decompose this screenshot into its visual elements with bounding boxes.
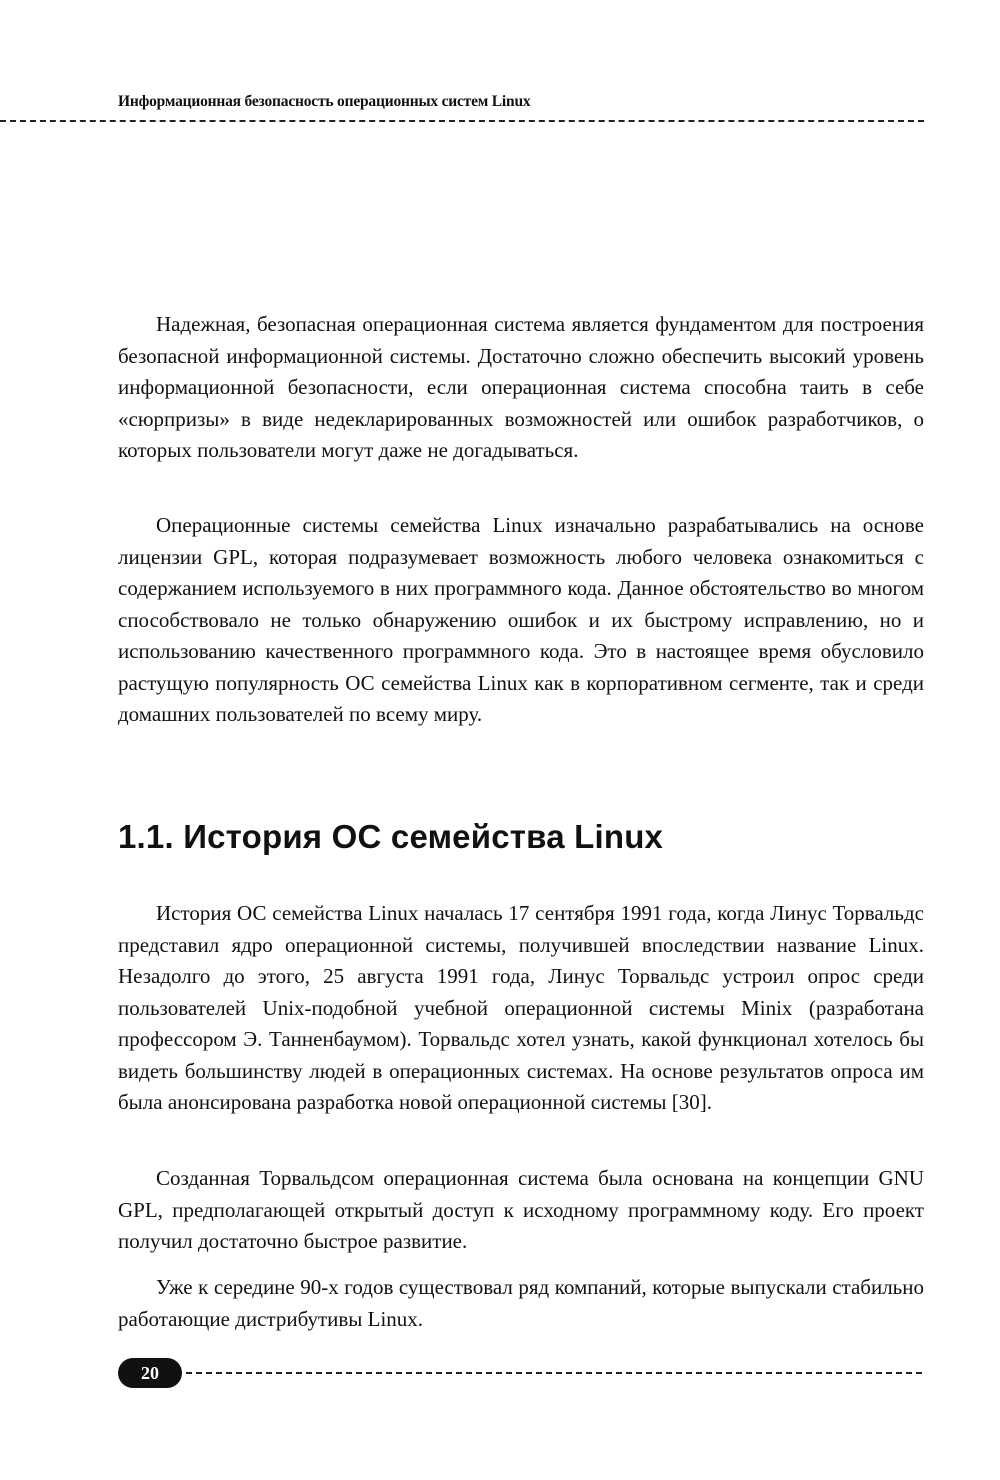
section-paragraph-2: Созданная Торвальдсом операционная система была основана на концепции GNU GPL, предполагающей открытый доступ к исходному программному коду. Его проект получил достаточно быстрое развитие. (118, 1166, 924, 1253)
section-paragraph-3: Уже к середине 90-х годов существовал ряд компаний, которые выпускали стабильно работающие дистрибутивы Linux. (118, 1275, 924, 1331)
header-divider (0, 120, 924, 122)
intro-paragraph-1: Надежная, безопасная операционная система является фундаментом для построения безопасной информационной системы. Достаточно сложно обеспечить высокий уровень информационной безопасности, если операционная система способна таить в себе «сюрпризы» в виде недекларированных возможностей или ошибок разработчиков, о которых пользователи могут даже не догадываться. (118, 312, 924, 462)
section-paragraph-1: История ОС семейства Linux началась 17 сентября 1991 года, когда Линус Торвальдс представил ядро операционной системы, получившей впоследствии название Linux. Незадолго до этого, 25 августа 1991 года, Линус Торвальдс устроил опрос среди пользователей Unix-подобной учебной операционной системы Minix (разработана профессором Э. Танненбаумом). Торвальдс хотел узнать, какой функционал хотелось бы видеть большинству людей в операционных системах. На основе результатов опроса им была анонсирована разработка новой операционной системы [30]. (118, 901, 924, 1114)
footer-divider (186, 1372, 922, 1374)
page-number-badge: 20 (118, 1358, 182, 1388)
intro-paragraph-2: Операционные системы семейства Linux изначально разрабатывались на основе лицензии GPL, которая подразумевает возможность любого человека ознакомиться с содержанием используемого в них программного кода. Данное обстоятельство во многом способствовало не только обнаружению ошибок и их быстрому исправлению, но и использованию качественного программного кода. Это в настоящее время обусловило растущую популярность ОС семейства Linux как в корпоративном сегменте, так и среди домашних пользователей по всему миру. (118, 513, 924, 726)
running-header: Информационная безопасность операционных систем Linux (118, 93, 531, 110)
section-heading: 1.1. История ОС семейства Linux (118, 818, 664, 855)
